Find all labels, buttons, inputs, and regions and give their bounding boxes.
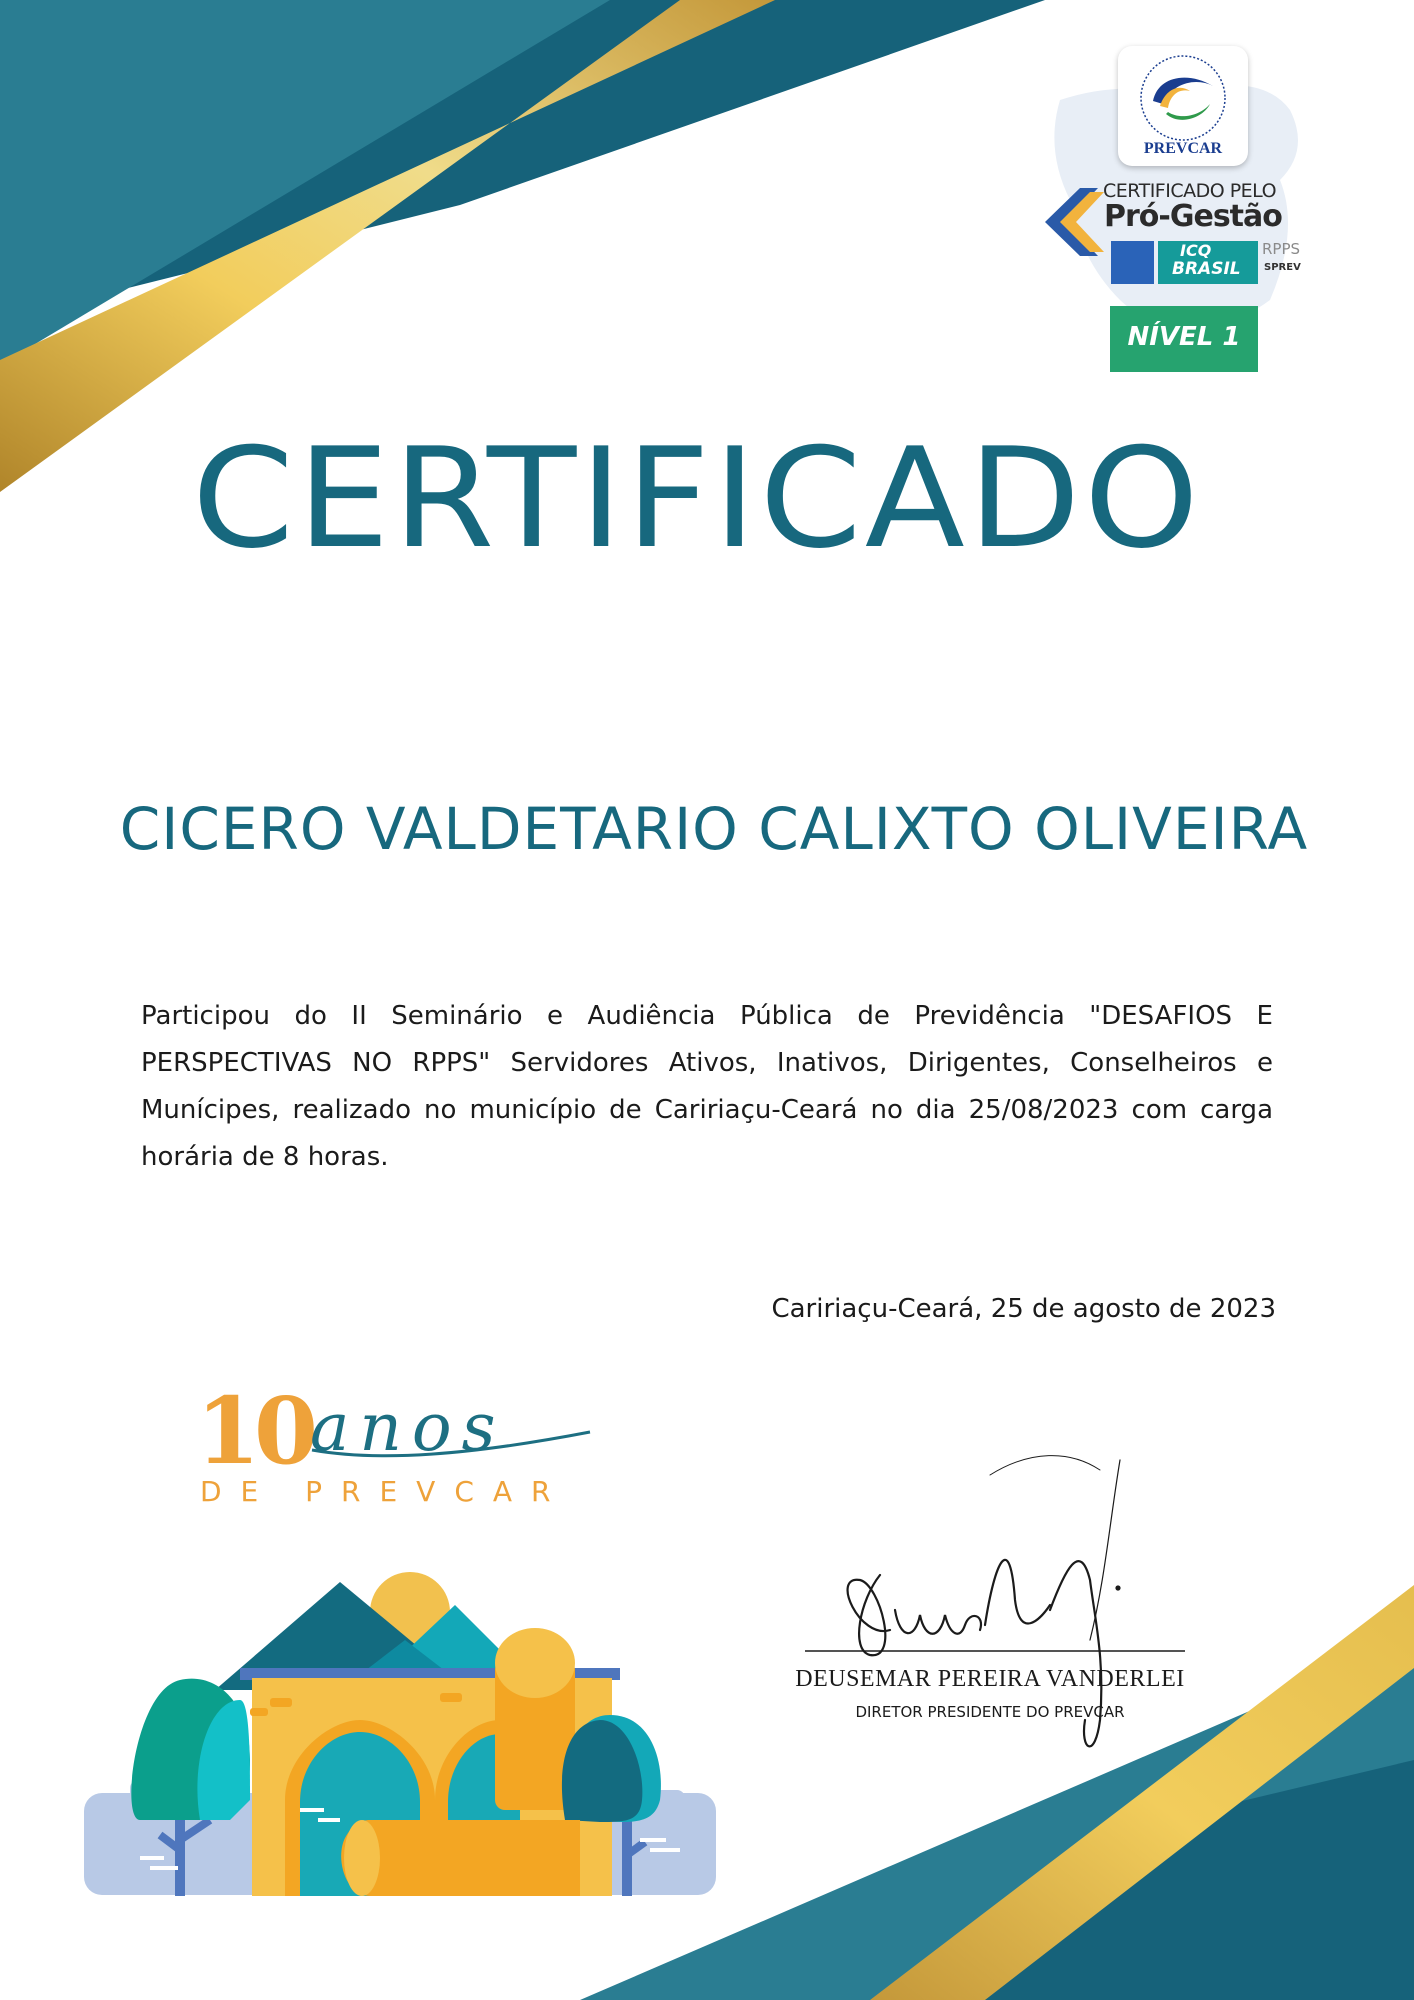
rpps-label: RPPS [1262, 240, 1301, 258]
prevcar-logo [1118, 46, 1248, 166]
pro-gestao-prefix: CERTIFICADO PELO [1103, 180, 1277, 202]
anniversary-subtitle: DE PREVCAR [200, 1475, 570, 1508]
abnt-logo-icon [1111, 241, 1154, 284]
place-and-date: Caririaçu-Ceará, 25 de agosto de 2023 [771, 1294, 1276, 1324]
certificate-body: Participou do II Seminário e Audiência Pública de Previdência "DESAFIOS E PERSPECTIVAS NO RPPS" Servidores Ativos, Inativos, Dirigentes, Conselheiros e Munícipes, realizado no município de Caririaçu-Ceará no dia 25/08/2023 com carga horária de 8 horas. [141, 1001, 1273, 1172]
anniversary-word: anos [310, 1389, 506, 1466]
certificate-title: CERTIFICADO [191, 418, 1203, 579]
icq-line1: ICQ [1180, 241, 1212, 260]
anniversary-number: 10 [196, 1377, 313, 1485]
recipient-name: CICERO VALDETARIO CALIXTO OLIVEIRA [119, 795, 1309, 863]
nivel-1-label: NÍVEL 1 [1127, 322, 1241, 352]
icq-line2: BRASIL [1172, 259, 1241, 279]
signer-role: DIRETOR PRESIDENTE DO PREVCAR [855, 1703, 1125, 1721]
aqueduct-illustration [84, 1572, 716, 1896]
prevcar-logo-text: PREVCAR [1143, 140, 1223, 157]
sprev-label: SPREV [1264, 262, 1301, 273]
pro-gestao-name: Pró-Gestão [1104, 199, 1282, 234]
prevcar-emblem-icon [1118, 46, 1248, 146]
signer-name: DEUSEMAR PEREIRA VANDERLEI [795, 1666, 1185, 1692]
